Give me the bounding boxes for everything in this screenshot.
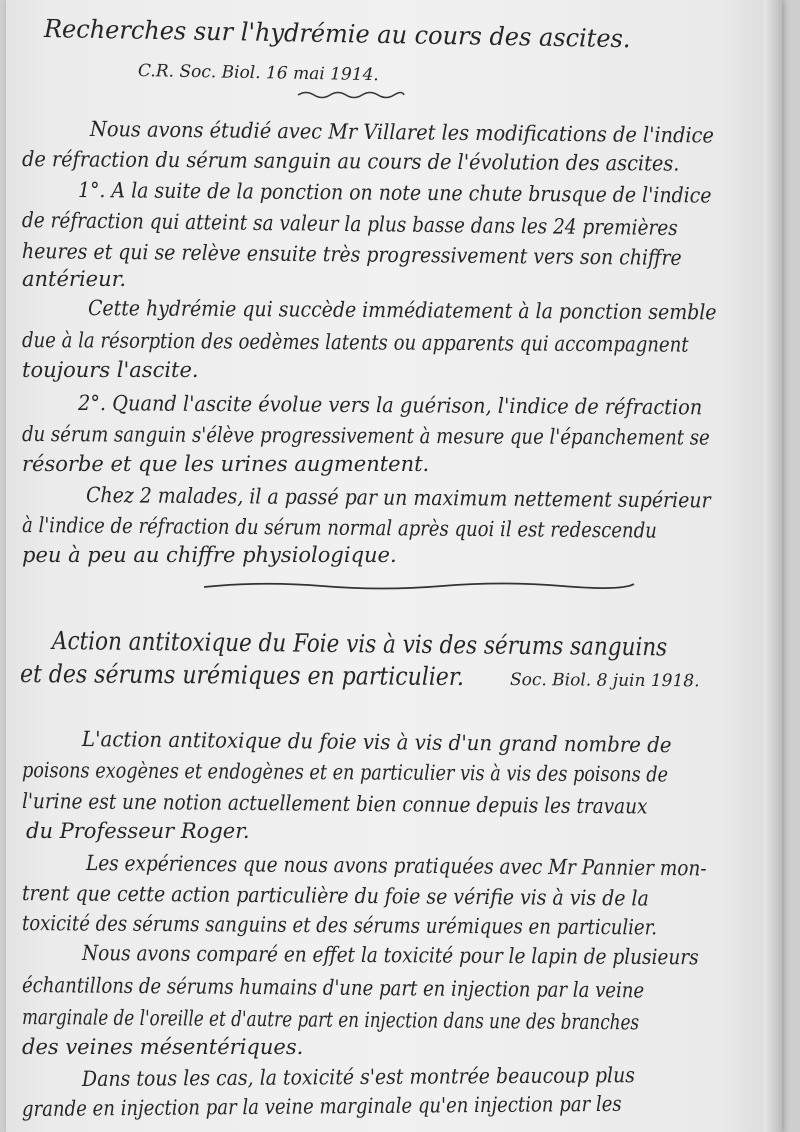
- page-edge: [764, 0, 782, 1132]
- section1-title: Recherches sur l'hydrémie au cours des ascites.: [43, 14, 631, 54]
- s2-line-1: L'action antitoxique du foie vis à vis d'un grand nombre de: [81, 727, 672, 758]
- s2-line-11: des veines mésentériques.: [22, 1035, 304, 1059]
- s1-line-3: 1°. A la suite de la ponction on note une chute brusque de l'indice: [77, 178, 712, 208]
- section1-flourish: [296, 88, 406, 102]
- section1-citation: C.R. Soc. Biol. 16 mai 1914.: [137, 61, 379, 86]
- s2-line-4: du Professeur Roger.: [26, 819, 250, 843]
- section-divider: [202, 578, 636, 592]
- s1-line-11: du sérum sanguin s'élève progressivement à mesure que l'épanchement se: [21, 422, 710, 450]
- s1-line-10: 2°. Quand l'ascite évolue vers la guérison, l'indice de réfraction: [77, 391, 703, 420]
- s2-line-3: l'urine est une notion actuellement bien connue depuis les travaux: [21, 789, 648, 819]
- s1-line-1: Nous avons étudié avec Mr Villaret les modifications de l'indice: [89, 117, 715, 148]
- s1-line-7: Cette hydrémie qui succède immédiatement à la ponction semble: [87, 296, 717, 325]
- s1-line-9: toujours l'ascite.: [22, 358, 199, 382]
- section2-title-line2: et des sérums urémiques en particulier.: [19, 659, 465, 692]
- s1-line-2: de réfraction du sérum sanguin au cours de l'évolution des ascites.: [21, 147, 680, 176]
- s1-line-4: de réfraction qui atteint sa valeur la plus basse dans les 24 premières: [21, 208, 678, 241]
- s2-line-8: Nous avons comparé en effet la toxicité pour le lapin de plusieurs: [81, 941, 699, 970]
- s2-line-7: toxicité des sérums sanguins et des sérums urémiques en particulier.: [21, 911, 658, 940]
- s1-line-6: antérieur.: [22, 267, 127, 291]
- s2-line-12: Dans tous les cas, la toxicité s'est montrée beaucoup plus: [81, 1063, 635, 1091]
- s2-line-6: trent que cette action particulière du foie se vérifie vis à vis de la: [21, 881, 649, 911]
- s2-line-10: marginale de l'oreille et d'autre part en injection dans une des branches: [21, 1005, 640, 1035]
- s1-line-8: due à la résorption des oedèmes latents ou apparents qui accompagnent: [21, 328, 689, 357]
- s1-line-13: Chez 2 malades, il a passé par un maximum nettement supérieur: [85, 483, 711, 513]
- section2-citation: Soc. Biol. 8 juin 1918.: [509, 670, 700, 692]
- s1-line-14: à l'indice de réfraction du sérum normal après quoi il est redescendu: [21, 513, 657, 543]
- section2-title-line1: Action antitoxique du Foie vis à vis des sérums sanguins: [51, 626, 668, 662]
- s2-line-13: grande en injection par la veine marginale qu'en injection par les: [21, 1091, 622, 1121]
- s1-line-12: résorbe et que les urines augmentent.: [22, 452, 430, 476]
- s1-line-5: heures et qui se relève ensuite très progressivement vers son chiffre: [21, 239, 682, 270]
- s2-line-9: échantillons de sérums humains d'une part en injection par la veine: [21, 973, 645, 1003]
- s2-line-5: Les expériences que nous avons pratiquées avec Mr Pannier mon-: [85, 851, 707, 881]
- s1-line-15: peu à peu au chiffre physiologique.: [22, 543, 397, 567]
- s2-line-2: poisons exogènes et endogènes et en particulier vis à vis des poisons de: [21, 758, 669, 787]
- manuscript-page: [6, 0, 782, 1132]
